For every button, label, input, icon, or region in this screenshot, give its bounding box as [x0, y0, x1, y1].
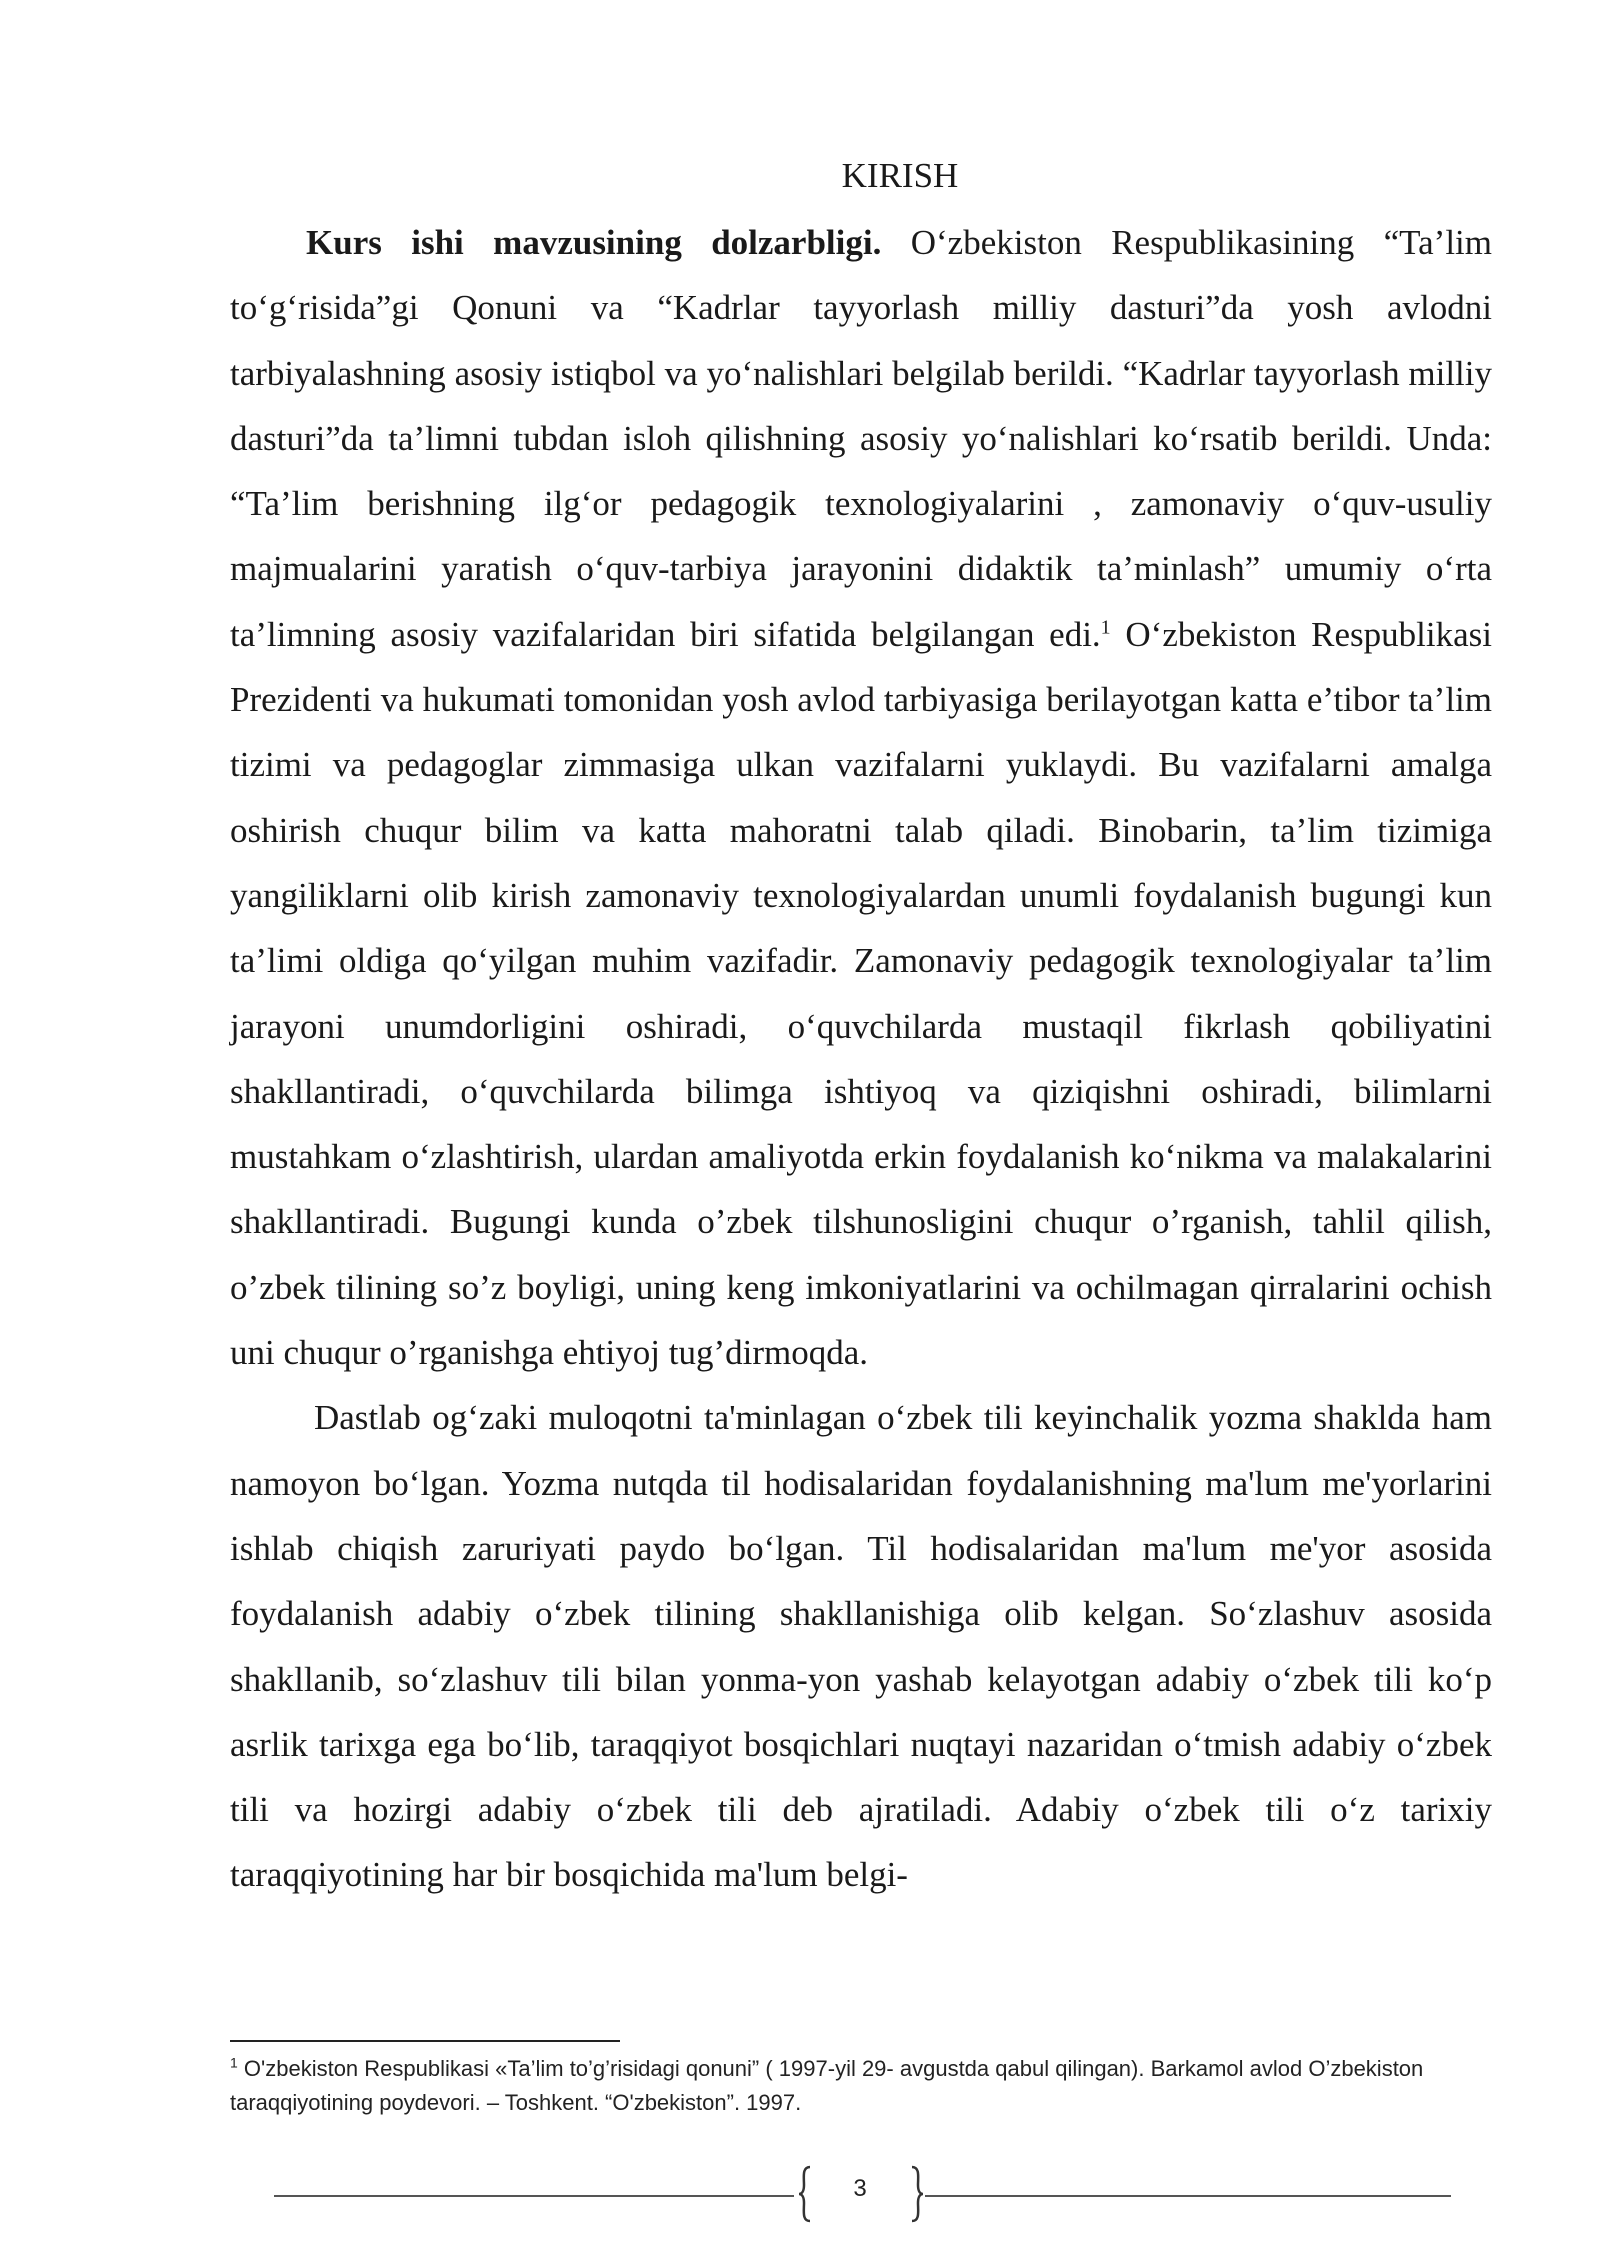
footnote — [230, 2052, 1492, 2120]
page-number-footer — [0, 2165, 1600, 2225]
page-number: 3 — [853, 2175, 867, 2202]
section-heading: KIRISH — [841, 156, 959, 195]
footnote-reference[interactable]: 1 — [1100, 616, 1111, 639]
footnote-marker: 1 — [230, 2054, 238, 2071]
footer-rule-left — [274, 2195, 794, 2197]
paragraph-1-text-b: O‘zbekiston Respublikasi Prezidenti va hukumati tomonidan yosh avlod tarbiyasiga berilayotgan katta e’tibor ta’lim tizimi va pedagoglar zimmasiga ulkan vazifalarni yuklaydi. Bu vazifalarni amalga oshirish chuqur bilim va katta mahoratni talab qiladi. Binobarin, ta’lim tizimiga yangiliklarni olib kirish zamonaviy texnologiyalardan unumli foydalanish bugungi kun ta’limi oldiga qo‘yilgan muhim vazifadir. Zamonaviy pedagogik texnologiyalar ta’lim jarayoni unumdorligini oshiradi, o‘quvchilarda mustaqil fikrlash qobiliyatini shakllantiradi, o‘quvchilarda bilimga ishtiyoq va qiziqishni oshiradi, bilimlarni mustahkam o‘zlashtirish, ulardan amaliyotda erkin foydalanish ko‘nikma va malakalarini shakllantiradi. Bugungi kunda o’zbek tilshunosligini chuqur o’rganish, tahlil qilish, o’zbek tilining so’z boyligi, uning keng imkoniyatlarini va ochilmagan qirralarini ochish uni chuqur o’rganishga ehtiyoj tug’dirmoqda. — [230, 614, 1492, 1373]
left-brace-icon — [798, 2165, 812, 2223]
paragraph-lead: Kurs ishi mavzusining dolzarbligi. — [306, 223, 882, 262]
paragraph-2: Dastlab og‘zaki muloqotni ta'minlagan o‘zbek tili keyinchalik yozma shaklda ham namoyon bo‘lgan. Yozma nutqda til hodisalaridan foydalanishning ma'lum me'yorlarini ishlab chiqish zaruriyati paydo bo‘lgan. Til hodisalaridan ma'lum me'yor asosida foydalanish adabiy o‘zbek tilining shakllanishiga olib kelgan. So‘zlashuv asosida shakllanib, so‘zlashuv tili bilan yonma-yon yashab kelayotgan adabiy o‘zbek tili ko‘p asrlik tarixga ega bo‘lib, taraqqiyot bosqichlari nuqtayi nazaridan o‘tmish adabiy o‘zbek tili va hozirgi adabiy o‘zbek tili deb ajratiladi. Adabiy o‘zbek tili o‘z tarixiy taraqqiyotining har bir bosqichida ma'lum belgi- — [230, 1398, 1492, 1895]
footnote-separator — [230, 2040, 620, 2042]
paragraph-1 — [230, 210, 1492, 1385]
paragraph-1-text-a: O‘zbekiston Respublikasining “Ta’lim to‘g‘risida”gi Qonuni va “Kadrlar tayyorlash milliy dasturi”da yosh avlodni tarbiyalashning asosiy istiqbol va yo‘nalishlari belgilab berildi. “Kadrlar tayyorlash milliy dasturi”da ta’limni tubdan isloh qilishning asosiy yo‘nalishlari ko‘rsatib berildi. Unda: “Ta’lim berishning ilg‘or pedagogik texnologiyalarini , zamonaviy o‘quv-usuliy majmualarini yaratish o‘quv-tarbiya jarayonini didaktik ta’minlash” umumiy o‘rta ta’limning asosiy vazifalaridan biri sifatida belgilangan edi. — [230, 223, 1492, 654]
footer-rule-right — [925, 2195, 1451, 2197]
body-text — [230, 210, 1492, 1908]
footnote-text: O'zbekiston Respublikasi «Ta’lim to’g’risidagi qonuni” ( 1997-yil 29- avgustda qabul qilingan). Barkamol avlod O’zbekiston taraqqiyotining poydevori. – Toshkent. “O'zbekiston”. 1997. — [230, 2056, 1424, 2115]
right-brace-icon — [910, 2165, 924, 2223]
